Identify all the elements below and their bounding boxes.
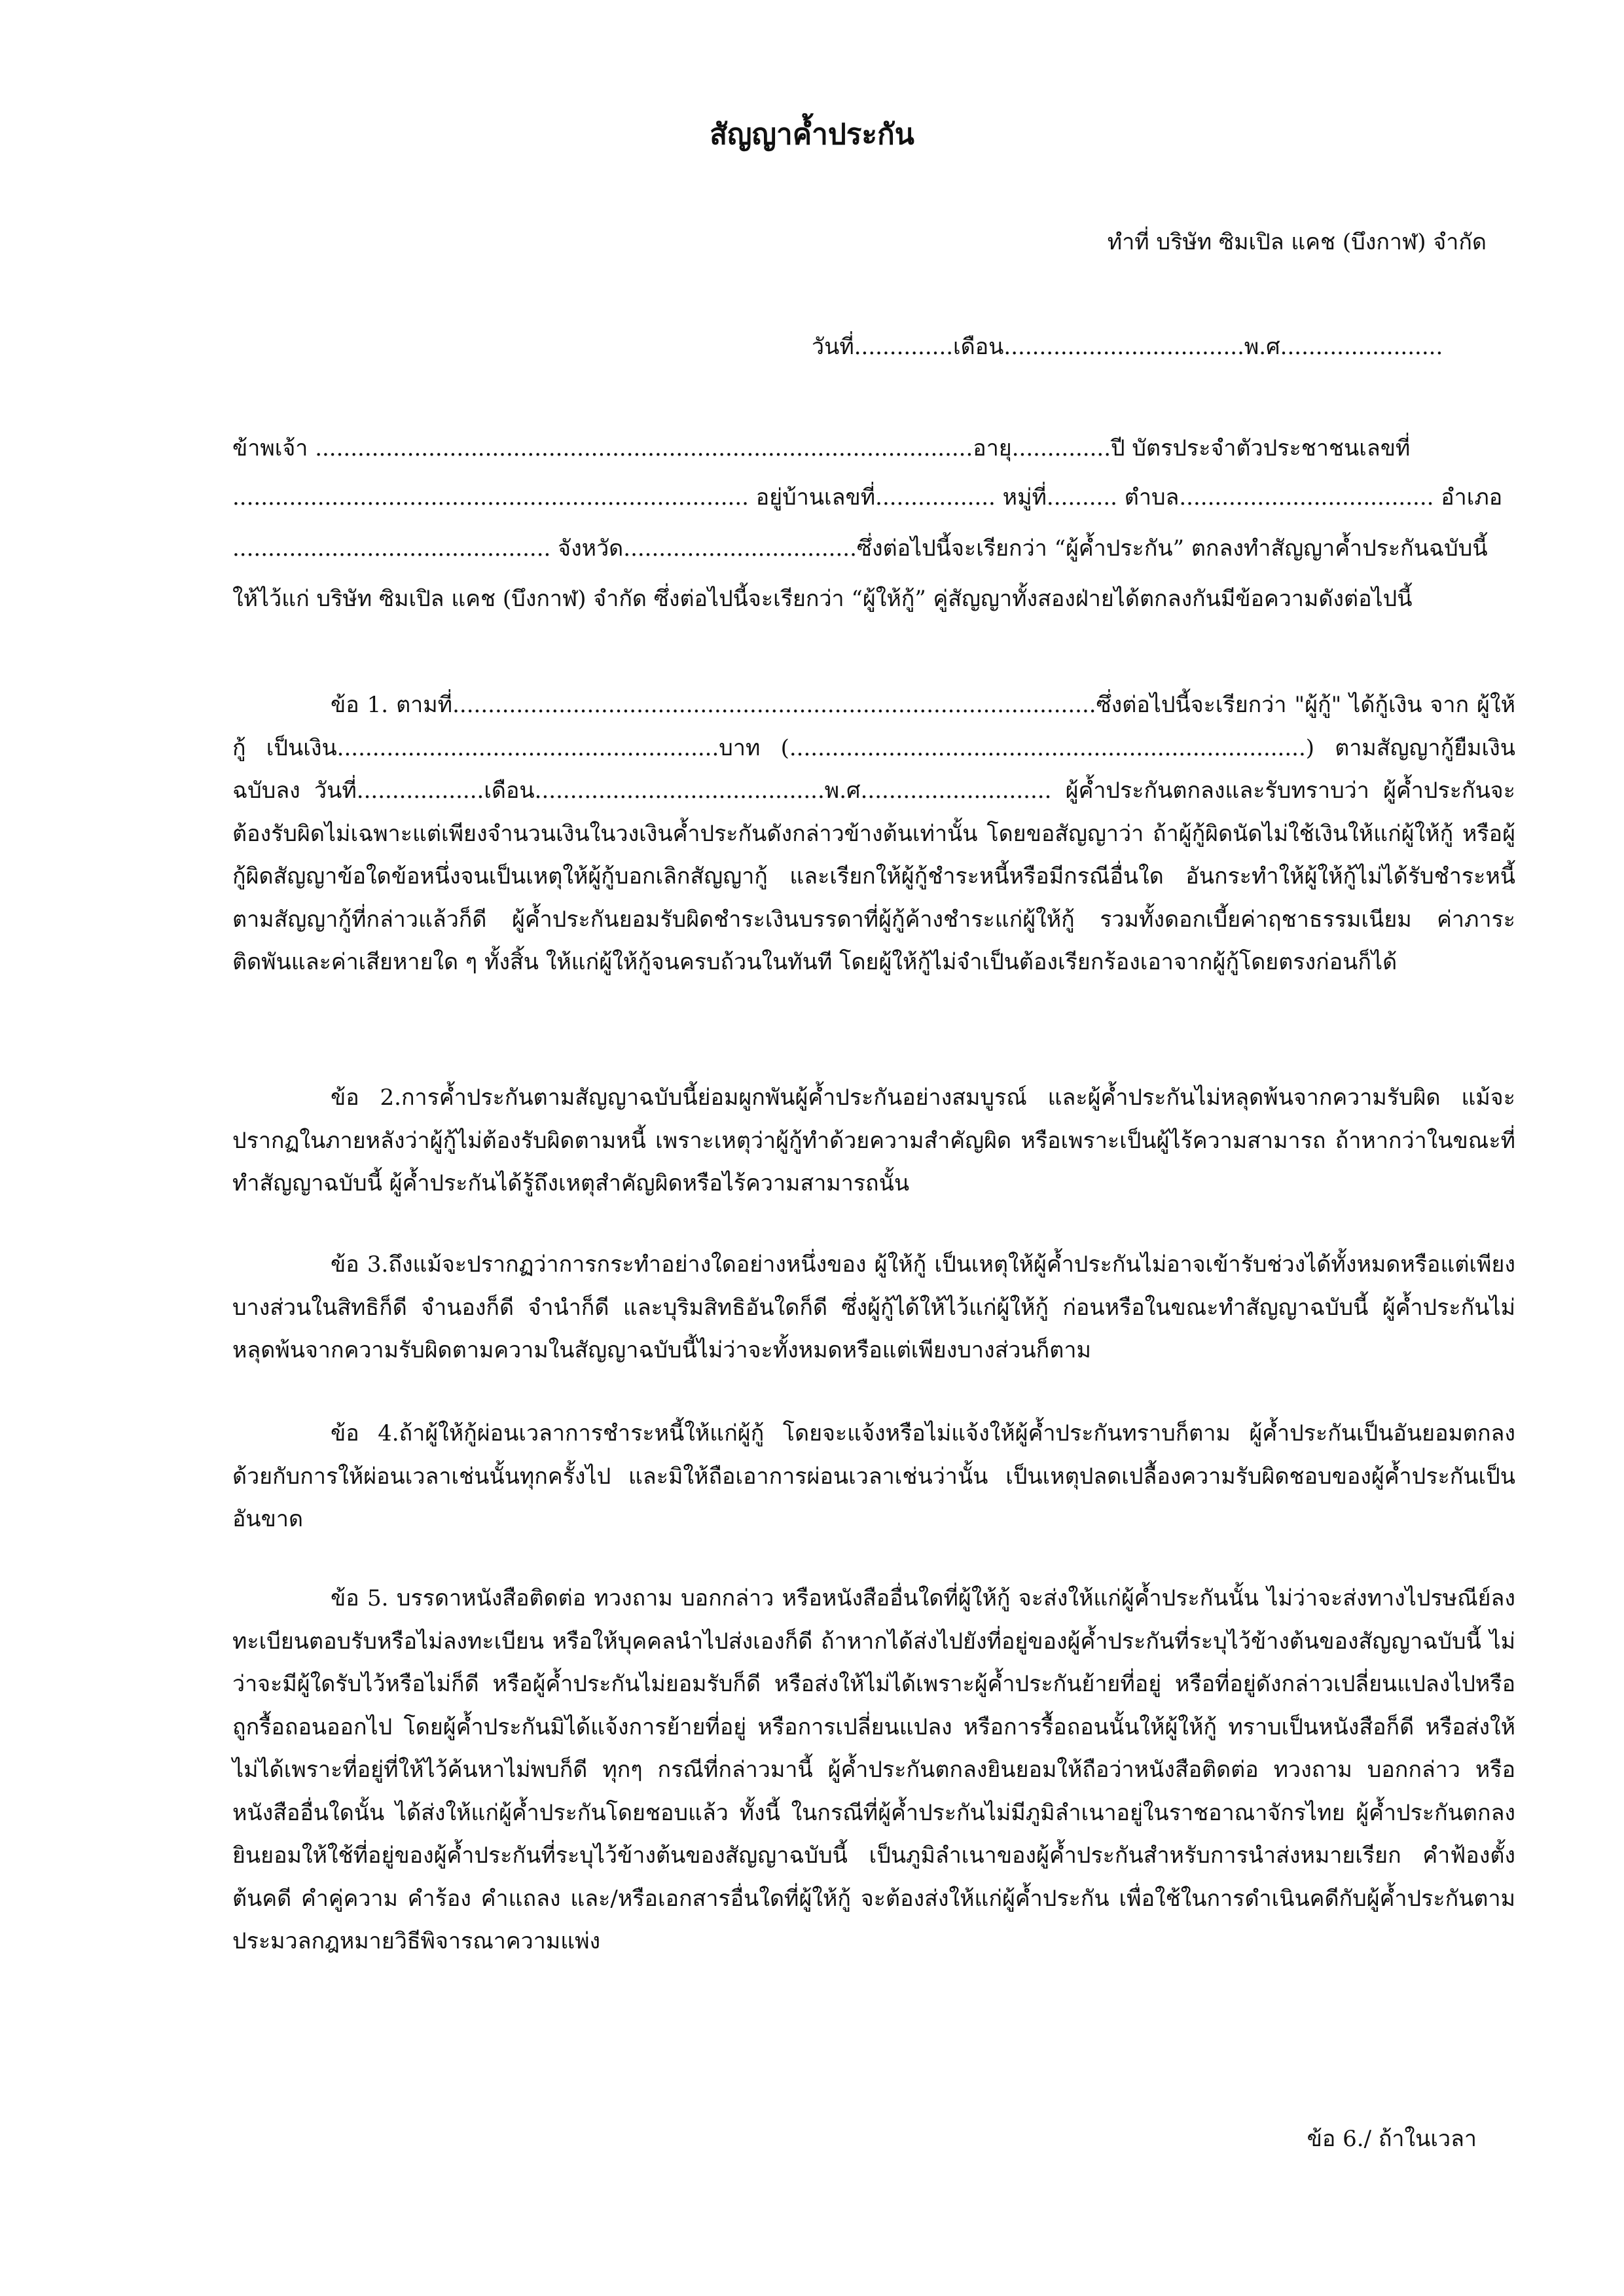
clause-4: ข้อ 4.ถ้าผู้ให้กู้ผ่อนเวลาการชำระหนี้ให้แก่ผู้กู้ โดยจะแจ้งหรือไม่แจ้งให้ผู้ค้ำประกันทราบก็ตาม ผู้ค้ำประกันเป็นอันยอมตกลงด้วยกับการให้ผ่อนเวลาเช่นนั้นทุกครั้งไป และมิให้ถือเอาการผ่อนเวลาเช่นว่านั้น เป็นเหตุปลดเปลื้องความรับผิดชอบของผู้ค้ำประกันเป็นอันขาด	[232, 1420, 1515, 1532]
clause-3: ข้อ 3.ถึงแม้จะปรากฏว่าการกระทำอย่างใดอย่างหนึ่งของ ผู้ให้กู้ เป็นเหตุให้ผู้ค้ำประกันไม่อาจเข้ารับช่วงได้ทั้งหมดหรือแต่เพียงบางส่วนในสิทธิก็ดี จำนองก็ดี จำนำก็ดี และบุริมสิทธิอันใดก็ดี ซึ่งผู้กู้ได้ให้ไว้แก่ผู้ให้กู้ ก่อนหรือในขณะทำสัญญาฉบับนี้ ผู้ค้ำประกันไม่หลุดพ้นจากความรับผิดตามความในสัญญาฉบับนี้ไม่ว่าจะทั้งหมดหรือแต่เพียงบางส่วนก็ตาม	[232, 1251, 1515, 1363]
document-title: สัญญาค้ำประกัน	[710, 118, 914, 151]
guarantor-info-line-1: ข้าพเจ้า .............................................................................................อายุ..............ปี บัตรประจำตัวประชาชนเลขที่	[232, 435, 1411, 461]
date-line: วันที่..............เดือน..................................พ.ศ.......................	[812, 334, 1443, 360]
clause-1: ข้อ 1. ตามที่...........................................................................................ซึ่งต่อไปนี้จะเรียกว่า "ผู้กู้" ได้กู้เงิน จาก ผู้ให้กู้ เป็นเงิน......................................................บาท (.........................................................................) ตามสัญญากู้ยืมเงินฉบับลง วันที่..................เดือน.........................................พ.ศ........................... ผู้ค้ำประกันตกลงและรับทราบว่า ผู้ค้ำประกันจะต้องรับผิดไม่เฉพาะแต่เพียงจำนวนเงินในวงเงินค้ำประกันดังกล่าวข้างต้นเท่านั้น โดยขอสัญญาว่า ถ้าผู้กู้ผิดนัดไม่ใช้เงินให้แก่ผู้ให้กู้ หรือผู้กู้ผิดสัญญาข้อใดข้อหนึ่งจนเป็นเหตุให้ผู้กู้บอกเลิกสัญญากู้ และเรียกให้ผู้กู้ชำระหนี้หรือมีกรณีอื่นใด อันกระทำให้ผู้ให้กู้ไม่ได้รับชำระหนี้ตามสัญญากู้ที่กล่าวแล้วก็ดี ผู้ค้ำประกันยอมรับผิดชำระเงินบรรดาที่ผู้กู้ค้างชำระแก่ผู้ให้กู้ รวมทั้งดอกเบี้ยค่าฤชาธรรมเนียม ค่าภาระติดพันและค่าเสียหายใด ๆ ทั้งสิ้น ให้แก่ผู้ให้กู้จนครบถ้วนในทันที โดยผู้ให้กู้ไม่จำเป็นต้องเรียกร้องเอาจากผู้กู้โดยตรงก่อนก็ได้	[232, 692, 1515, 975]
guarantor-info-line-4: ให้ไว้แก่ บริษัท ซิมเปิล แคช (บึงกาฬ) จำกัด ซึ่งต่อไปนี้จะเรียกว่า “ผู้ให้กู้” คู่สัญญาทั้งสองฝ่ายได้ตกลงกันมีข้อความดังต่อไปนี้	[232, 586, 1413, 612]
guarantor-info-line-3: ............................................. จังหวัด.................................ซึ่งต่อไปนี้จะเรียกว่า “ผู้ค้ำประกัน” ตกลงทำสัญญาค้ำประกันฉบับนี้	[232, 535, 1488, 562]
continuation-note: ข้อ 6./ ถ้าในเวลา	[1307, 2126, 1477, 2152]
clause-5: ข้อ 5. บรรดาหนังสือติดต่อ ทวงถาม บอกกล่าว หรือหนังสืออื่นใดที่ผู้ให้กู้ จะส่งให้แก่ผู้ค้ำประกันนั้น ไม่ว่าจะส่งทางไปรษณีย์ลงทะเบียนตอบรับหรือไม่ลงทะเบียน หรือให้บุคคลนำไปส่งเองก็ดี ถ้าหากได้ส่งไปยังที่อยู่ของผู้ค้ำประกันที่ระบุไว้ข้างต้นของสัญญาฉบับนี้ ไม่ว่าจะมีผู้ใดรับไว้หรือไม่ก็ดี หรือผู้ค้ำประกันไม่ยอมรับก็ดี หรือส่งให้ไม่ได้เพราะผู้ค้ำประกันย้ายที่อยู่ หรือที่อยู่ดังกล่าวเปลี่ยนแปลงไปหรือถูกรื้อถอนออกไป โดยผู้ค้ำประกันมิได้แจ้งการย้ายที่อยู่ หรือการเปลี่ยนแปลง หรือการรื้อถอนนั้นให้ผู้ให้กู้ ทราบเป็นหนังสือก็ดี หรือส่งให้ไม่ได้เพราะที่อยู่ที่ให้ไว้ค้นหาไม่พบก็ดี ทุกๆ กรณีที่กล่าวมานี้ ผู้ค้ำประกันตกลงยินยอมให้ถือว่าหนังสือติดต่อ ทวงถาม บอกกล่าว หรือหนังสืออื่นใดนั้น ได้ส่งให้แก่ผู้ค้ำประกันโดยชอบแล้ว ทั้งนี้ ในกรณีที่ผู้ค้ำประกันไม่มีภูมิลำเนาอยู่ในราชอาณาจักรไทย ผู้ค้ำประกันตกลงยินยอมให้ใช้ที่อยู่ของผู้ค้ำประกันที่ระบุไว้ข้างต้นของสัญญาฉบับนี้ เป็นภูมิลำเนาของผู้ค้ำประกันสำหรับการนำส่งหมายเรียก คำฟ้องตั้งต้นคดี คำคู่ความ คำร้อง คำแถลง และ/หรือเอกสารอื่นใดที่ผู้ให้กู้ จะต้องส่งให้แก่ผู้ค้ำประกัน เพื่อใช้ในการดำเนินคดีกับผู้ค้ำประกันตามประมวลกฎหมายวิธีพิจารณาความแพ่ง	[232, 1585, 1515, 1954]
clause-2: ข้อ 2.การค้ำประกันตามสัญญาฉบับนี้ย่อมผูกพันผู้ค้ำประกันอย่างสมบูรณ์ และผู้ค้ำประกันไม่หลุดพ้นจากความรับผิด แม้จะปรากฏในภายหลังว่าผู้กู้ไม่ต้องรับผิดตามหนี้ เพราะเหตุว่าผู้กู้ทำด้วยความสำคัญผิด หรือเพราะเป็นผู้ไร้ความสามารถ ถ้าหากว่าในขณะที่ทำสัญญาฉบับนี้ ผู้ค้ำประกันได้รู้ถึงเหตุสำคัญผิดหรือไร้ความสามารถนั้น	[232, 1085, 1515, 1196]
place-of-signing: ทำที่ บริษัท ซิมเปิล แคช (บึงกาฬ) จำกัด	[1107, 229, 1487, 255]
guarantor-info-line-2: ......................................................................... อยู่บ้านเลขที่................. หมู่ที่.......... ตำบล.................................... อำเภอ	[232, 484, 1503, 511]
